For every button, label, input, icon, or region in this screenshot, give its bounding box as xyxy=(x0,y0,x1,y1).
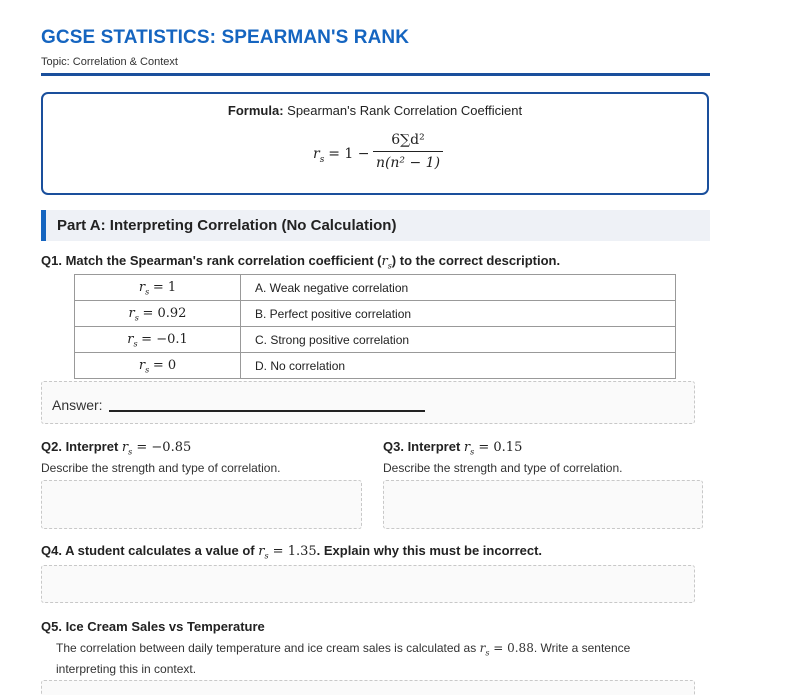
answer-line[interactable] xyxy=(109,410,425,412)
worksheet-title: GCSE STATISTICS: SPEARMAN'S RANK xyxy=(41,27,410,48)
question-2: Q2. Interpret $r_s = -0.85$ xyxy=(41,439,192,457)
q1-answer-box[interactable] xyxy=(41,381,695,424)
formula-label: Formula: Spearman's Rank Correlation Coefficient xyxy=(227,103,523,118)
formula-box: Formula: Spearman's Rank Correlation Coefficient $r_s = 1$ − 6∑d² n(n² − 1) xyxy=(41,92,709,195)
question-5: Q5. Ice Cream Sales vs Temperature xyxy=(41,619,265,634)
question-3-instructions: Describe the strength and type of correlation. xyxy=(383,461,623,475)
question-3: Q3. Interpret $r_s = 0.15$ xyxy=(383,439,523,457)
table-row: $r_s = -0.1$ C. Strong positive correlation xyxy=(75,327,676,353)
formula-fraction: 6∑d² n(n² − 1) xyxy=(373,130,443,173)
matching-table xyxy=(74,274,676,379)
question-1: Q1. Match the Spearman's rank correlation coefficient $(r_s)$ to the correct description. xyxy=(41,253,561,271)
q5-answer-box[interactable] xyxy=(41,680,695,695)
question-5-description: The correlation between daily temperature and ice cream sales is calculated as $r_s = 0.88$. Write a sentence interpreting this in context. xyxy=(56,641,631,677)
question-2-instructions: Describe the strength and type of correlation. xyxy=(41,461,281,475)
answer-label: Answer: xyxy=(52,397,103,413)
q2-answer-box[interactable] xyxy=(41,480,362,529)
q3-answer-box[interactable] xyxy=(383,480,703,529)
question-4: Q4. A student calculates a value of $r_s = 1.35$. Explain why this must be incorrect. xyxy=(41,543,543,561)
topic-subtitle: Topic: Correlation & Context xyxy=(41,56,178,68)
table-row: $r_s = 0.92$ B. Perfect positive correlation xyxy=(75,301,676,327)
section-heading-part-a: Part A: Interpreting Correlation (No Calculation) xyxy=(41,210,710,241)
header-divider xyxy=(41,73,710,76)
table-row: $r_s = 1$ A. Weak negative correlation xyxy=(75,275,676,301)
table-row: $r_s = 0$ D. No correlation xyxy=(75,353,676,379)
q4-answer-box[interactable] xyxy=(41,565,695,603)
